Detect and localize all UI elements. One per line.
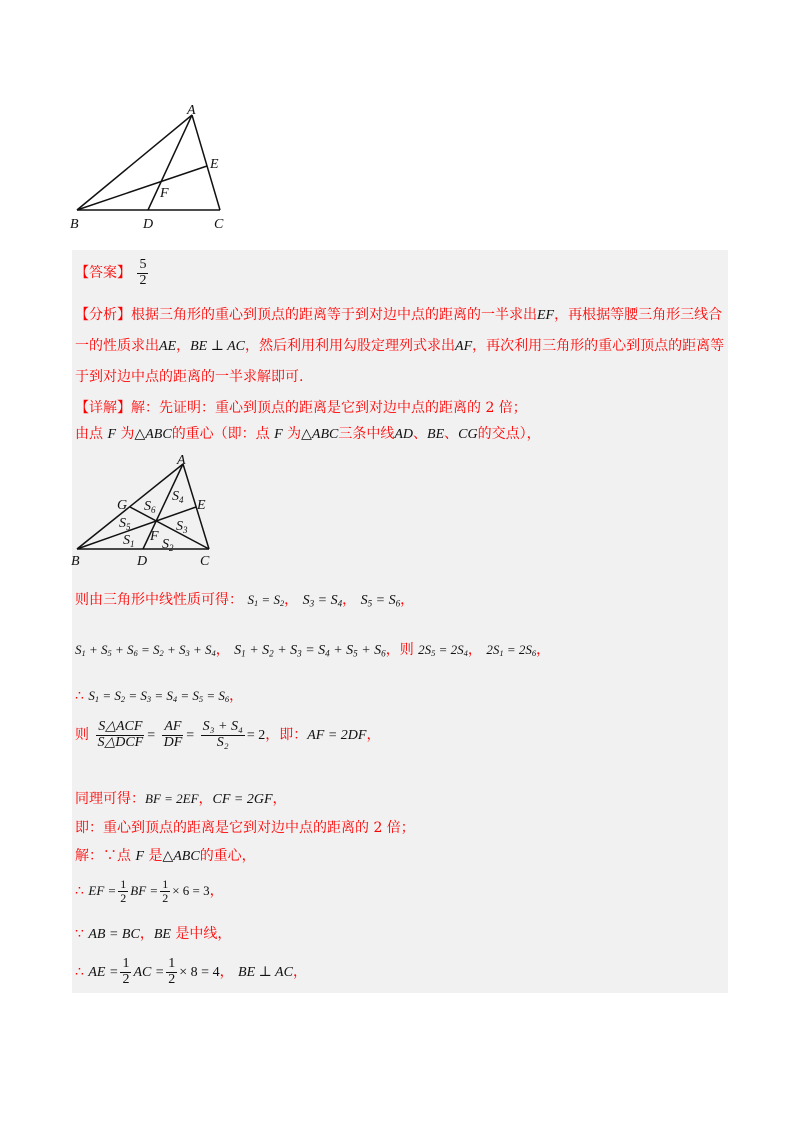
analysis-paragraph: 【分析】根据三角形的重心到顶点的距离等于到对边中点的距离的一半求出EF，再根据等腰三角形三线合一的性质求出AE，BE ⊥ AC，然后利用利用勾股定理列式求出AF，再次利用三角形的重心到顶点的距离等于到对边中点的距离的一半求解即可. <box>75 307 725 385</box>
step-4: 则 $\frac{\text{S△ACF}}{\text{S△DCF}}$ = $\frac{AF}{DF}$ = $\frac{\text{S₃ + S₄}}{\text{S₂}}$ = 2，即：AF = 2DF， <box>75 718 381 750</box>
step-9: ∵ AB = BC，BE 是中线， <box>75 926 232 942</box>
fig2-area-s4: $S_4$ <box>172 489 184 505</box>
detail-line-2: 由点 F 为△ABC的重心（即：点 F 为△ABC三条中线AD、BE、CG的交点）， <box>75 426 541 442</box>
fig2-area-s5: $S_5$ <box>119 516 131 532</box>
step-3: ∴ $S_1 = S_2 = S_3 = S_4 = S_5 = S_6$， <box>75 688 244 705</box>
fig2-area-s2: $S_2$ <box>162 537 174 553</box>
answer-fraction: $\frac{5}{2}$ <box>139 257 147 288</box>
step-5: 同理可得：BF = 2EF，CF = 2GF， <box>75 791 287 807</box>
vertex-a-label: A <box>187 103 196 118</box>
fig2-point-f: F <box>150 529 159 544</box>
fig2-area-s3: $S_3$ <box>176 519 188 535</box>
fig2-point-g: G <box>117 498 128 513</box>
step-2: $S_1 + S_5 + S_6 = S_2 + S_3 + S_4$， $S_1 + S_2 + S_3 = S_4 + S_5 + S_6$，则 $2S_5 = 2S_4$， $2S_1 = 2S_6$， <box>75 642 551 659</box>
fig2-point-d: D <box>137 554 148 569</box>
vertex-b-label: B <box>70 217 79 232</box>
step-8: ∴ EF = $\frac{1}{2}$ BF = $\frac{1}{2}$ × 6 = 3， <box>75 876 224 905</box>
step-1: 则由三角形中线性质可得： $S_1 = S_2$， $S_3 = S_4$， $S_5 = S_6$， <box>75 592 415 609</box>
fig2-area-s6: $S_6$ <box>144 499 156 515</box>
fig2-area-s1: $S_1$ <box>123 533 135 549</box>
step-7: 解：∵点 F 是△ABC的重心， <box>75 848 256 864</box>
detail-line-1: 【详解】解：先证明：重心到顶点的距离是它到对边中点的距离的 2 倍； <box>75 400 527 416</box>
vertex-c-label: C <box>214 217 224 232</box>
point-d-label: D <box>143 217 154 232</box>
triangle-figure-2 <box>70 452 230 572</box>
fig2-vertex-a: A <box>177 453 186 468</box>
step-6: 即：重心到顶点的距离是它到对边中点的距离的 2 倍； <box>75 820 415 836</box>
point-e-label: E <box>210 157 219 172</box>
step-10: ∴ AE = $\frac{1}{2}$ AC = $\frac{1}{2}$ × 8 = 4， BE ⊥ AC， <box>75 955 307 987</box>
fig2-vertex-c: C <box>200 554 210 569</box>
fig2-vertex-b: B <box>71 554 80 569</box>
triangle-figure-1 <box>60 100 260 240</box>
answer-line <box>75 258 150 288</box>
fig2-point-e: E <box>197 498 206 513</box>
answer-tag: 【答案】 <box>75 265 131 282</box>
point-f-label: F <box>160 186 169 201</box>
